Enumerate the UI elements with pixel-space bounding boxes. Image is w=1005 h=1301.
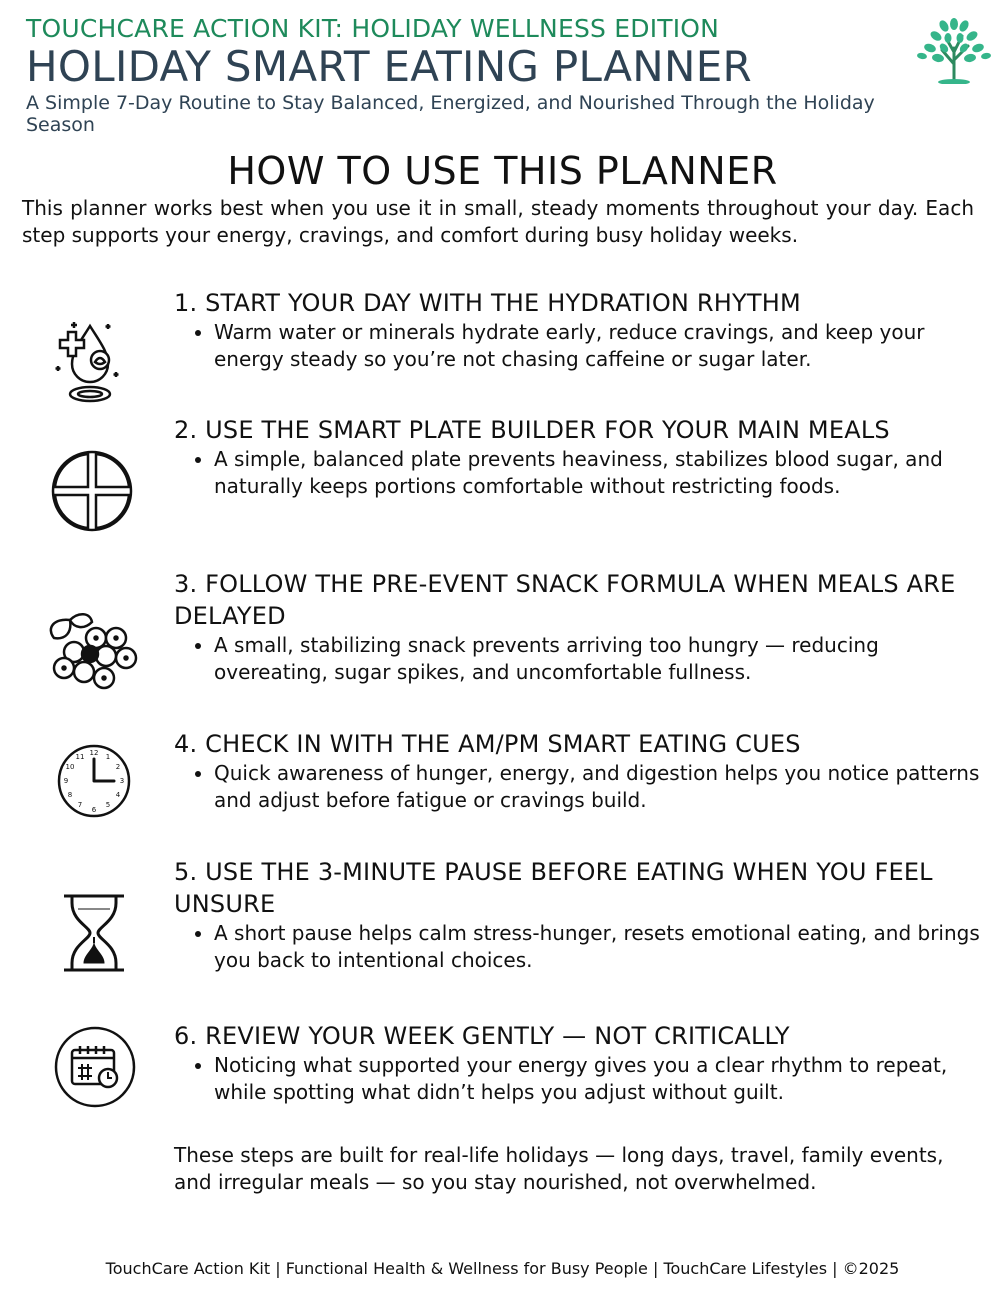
step-title: 5. USE THE 3-MINUTE PAUSE BEFORE EATING WHEN YOU FEEL UNSURE xyxy=(174,858,933,918)
step-title: 2. USE THE SMART PLATE BUILDER FOR YOUR MAIN MEALS xyxy=(174,416,890,444)
step-title: 1. START YOUR DAY WITH THE HYDRATION RHYTHM xyxy=(174,289,801,317)
svg-text:11: 11 xyxy=(75,753,85,761)
berries-icon xyxy=(44,608,140,692)
step-3 xyxy=(174,568,989,686)
svg-text:7: 7 xyxy=(77,801,83,809)
kit-title: TOUCHCARE ACTION KIT: HOLIDAY WELLNESS EDITION xyxy=(26,14,720,43)
step-bullet: • A simple, balanced plate prevents heaviness, stabilizes blood sugar, and naturally keeps portions comfortable without restricting foods. xyxy=(214,446,989,500)
step-title: 3. FOLLOW THE PRE-EVENT SNACK FORMULA WHEN MEALS ARE DELAYED xyxy=(174,570,956,630)
step-title: 4. CHECK IN WITH THE AM/PM SMART EATING CUES xyxy=(174,730,801,758)
closing-paragraph: These steps are built for real-life holidays — long days, travel, family events, and irregular meals — so you stay nourished, not overwhelmed. xyxy=(174,1143,944,1194)
step-bullet: • A short pause helps calm stress-hunger, resets emotional eating, and brings you back to intentional choices. xyxy=(214,920,989,974)
svg-text:4: 4 xyxy=(115,791,121,799)
clock-icon xyxy=(56,743,132,819)
svg-text:2: 2 xyxy=(115,763,121,771)
step-bullet: • Quick awareness of hunger, energy, and digestion helps you notice patterns and adjust before fatigue or cravings build. xyxy=(214,760,989,814)
svg-text:6: 6 xyxy=(91,806,97,814)
footer: TouchCare Action Kit | Functional Health & Wellness for Busy People | TouchCare Lifestyles | ©2025 xyxy=(105,1259,900,1278)
svg-text:9: 9 xyxy=(63,777,69,785)
hourglass-icon xyxy=(60,893,128,973)
svg-text:3: 3 xyxy=(119,777,125,785)
svg-text:8: 8 xyxy=(67,791,73,799)
svg-text:1: 1 xyxy=(105,753,111,761)
step-6 xyxy=(174,1020,989,1106)
svg-text:10: 10 xyxy=(65,763,75,771)
step-5 xyxy=(174,856,989,974)
plate-icon xyxy=(50,449,134,533)
subtitle: A Simple 7-Day Routine to Stay Balanced, Energized, and Nourished Through the Holiday Season xyxy=(26,92,875,136)
calendar-clock-icon xyxy=(54,1026,136,1108)
section-title: HOW TO USE THIS PLANNER xyxy=(227,149,778,193)
step-2 xyxy=(174,414,989,500)
svg-text:12: 12 xyxy=(89,749,99,757)
step-bullet: • Noticing what supported your energy gives you a clear rhythm to repeat, while spotting what didn’t helps you adjust without guilt. xyxy=(214,1052,989,1106)
header xyxy=(26,14,906,136)
intro-paragraph: This planner works best when you use it in small, steady moments throughout your day. Each step supports your energy, cravings, and comfort during busy holiday weeks. xyxy=(22,196,974,247)
step-title: 6. REVIEW YOUR WEEK GENTLY — NOT CRITICALLY xyxy=(174,1022,790,1050)
tree-logo-icon xyxy=(914,12,994,84)
svg-text:5: 5 xyxy=(105,801,111,809)
water-drop-icon xyxy=(52,316,128,404)
step-1 xyxy=(174,287,989,373)
step-4 xyxy=(174,728,989,814)
step-bullet: • A small, stabilizing snack prevents arriving too hungry — reducing overeating, sugar spikes, and uncomfortable fullness. xyxy=(214,632,989,686)
step-bullet: • Warm water or minerals hydrate early, reduce cravings, and keep your energy steady so you’re not chasing caffeine or sugar later. xyxy=(214,319,989,373)
page-title: HOLIDAY SMART EATING PLANNER xyxy=(26,42,753,91)
